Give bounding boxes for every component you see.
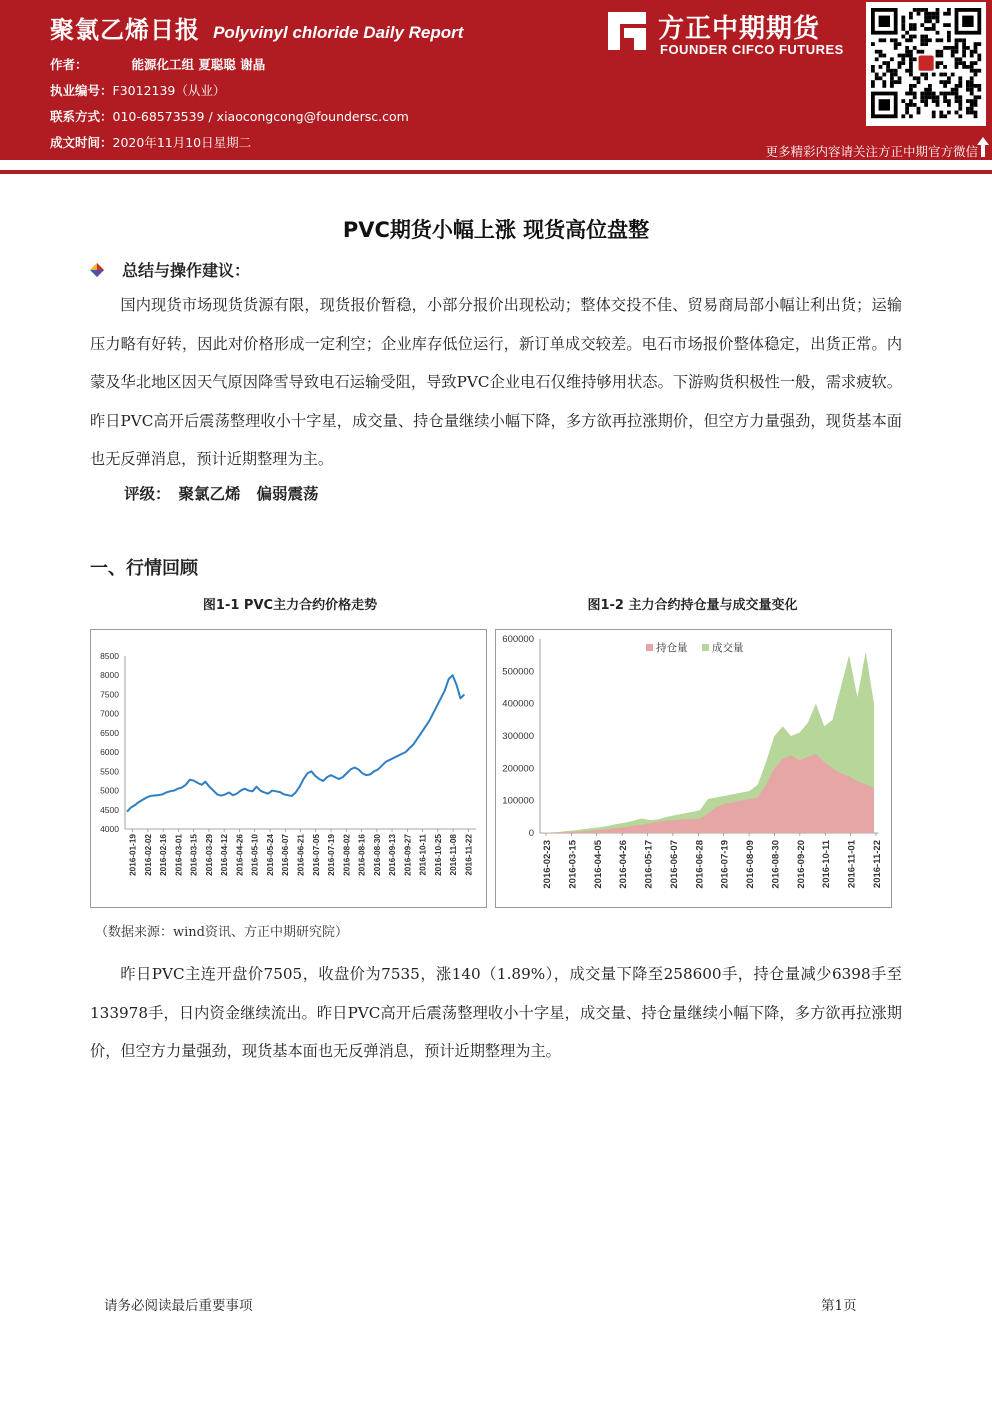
legend-swatch-volume [702,644,709,651]
x-tick-label: 2016-11-22 [464,834,474,876]
y-tick-label: 5500 [100,766,119,777]
x-tick-label: 2016-08-02 [342,834,352,876]
rating-value: 偏弱震荡 [256,485,319,503]
x-tick-label: 2016-07-19 [327,834,337,876]
y-tick-label: 100000 [502,795,534,807]
y-tick-label: 0 [528,828,534,839]
x-tick-label: 2016-09-13 [388,834,398,876]
y-tick-label: 500000 [502,666,534,678]
x-tick-label: 2016-08-30 [372,834,382,876]
legend-label-volume: 成交量 [712,642,744,654]
price-chart [90,629,487,908]
logo-text-en: FOUNDER CIFCO FUTURES [660,42,844,57]
footer-notice: 请务必阅读最后重要事项 [104,1298,253,1314]
y-tick-label: 8000 [100,670,119,681]
x-tick-label: 2016-11-08 [449,834,459,876]
x-tick-label: 2016-05-17 [643,840,655,889]
rating-product: 聚氯乙烯 [178,485,241,503]
legend-swatch-open-interest [646,644,653,651]
x-tick-label: 2016-05-10 [250,834,260,876]
y-tick-label: 7500 [100,689,119,700]
x-tick-label: 2016-02-16 [159,834,169,876]
y-tick-label: 6500 [100,727,119,738]
arrow-up-icon [976,136,990,158]
summary-heading-text: 总结与操作建议： [122,261,251,280]
x-tick-label: 2016-03-01 [174,834,184,876]
legend-label-open-interest: 持仓量 [656,642,688,654]
x-tick-label: 2016-10-11 [418,834,428,876]
x-tick-label: 2016-11-22 [872,840,883,889]
date-value: 2020年11月10日星期二 [112,135,252,150]
x-tick-label: 2016-03-29 [204,834,214,876]
license-label: 执业编号： [50,83,113,98]
x-tick-label: 2016-10-11 [821,840,833,889]
x-tick-label: 2016-04-12 [220,834,230,876]
x-tick-label: 2016-04-05 [592,840,604,889]
y-tick-label: 600000 [502,634,534,645]
figure-1-caption: 图1-1 PVC主力合约价格走势 [202,598,378,613]
brand-title [50,10,463,45]
report-title: PVC期货小幅上涨 现货高位盘整 [342,218,650,242]
report-header [0,0,992,160]
price-chart-svg [91,630,486,907]
y-tick-label: 300000 [502,731,534,742]
author-label: 作者： [50,57,88,72]
rating-line [124,482,319,504]
logo-mark-icon [606,10,648,52]
x-tick-label: 2016-05-24 [265,834,275,876]
x-tick-label: 2016-02-02 [143,834,153,876]
price-series-line [127,675,464,811]
x-tick-label: 2016-02-23 [542,840,553,889]
volume-chart-svg [496,630,891,907]
y-tick-label: 7000 [100,708,119,719]
contact-label: 联系方式： [50,109,113,124]
x-tick-label: 2016-01-19 [128,834,138,876]
section-title-market-review: 一、行情回顾 [90,558,198,579]
y-tick-label: 4000 [100,824,119,834]
x-tick-label: 2016-07-05 [311,834,321,876]
wechat-qr-code [866,2,986,126]
y-tick-label: 8500 [100,651,119,661]
x-tick-label: 2016-06-07 [281,834,291,876]
summary-paragraph: 国内现货市场现货货源有限，现货报价暂稳，小部分报价出现松动；整体交投不佳、贸易商局部小幅让利出货；运输压力略有好转，因此对价格形成一定利空；企业库存低位运行，新订单成交较差。电石市场报价整体稳定，出货正常。内蒙及华北地区因天气原因降雪导致电石运输受阻，导致PVC企业电石仅维持够用状态。下游购货积极性一般，需求疲软。昨日PVC高开后震荡整理收小十字星，成交量、持仓量继续小幅下降，多方欲再拉涨期价，但空方力量强劲，现货基本面也无反弹消息，预计近期整理为主。 [90,296,902,468]
x-tick-label: 2016-10-25 [433,834,443,876]
x-tick-label: 2016-07-19 [719,840,731,889]
data-source-note: （数据来源：wind资讯、方正中期研究院） [95,925,348,940]
x-tick-label: 2016-08-16 [357,834,367,876]
diamond-bullet-icon [90,263,104,277]
author-line [50,55,265,73]
date-label: 成文时间： [50,135,113,150]
date-line [50,133,251,151]
brand-title-cn: 聚氯乙烯日报 [50,16,200,44]
x-tick-label: 2016-03-15 [567,840,579,889]
page-number: 第1页 [821,1298,857,1314]
author-value: 能源化工组 夏聪聪 谢晶 [131,57,266,72]
y-tick-label: 5000 [100,785,119,796]
volume-chart [495,629,892,908]
follow-wechat-text: 更多精彩内容请关注方正中期官方微信 [765,144,978,159]
x-tick-label: 2016-09-27 [403,834,413,876]
contact-value: 010-68573539 / xiaocongcong@foundersc.com [112,109,409,124]
logo-text-cn: 方正中期期货 [658,14,821,44]
brand-title-en: Polyvinyl chloride Daily Report [213,23,464,42]
contact-line [50,107,409,125]
x-tick-label: 2016-06-21 [296,834,306,876]
y-tick-label: 400000 [502,698,534,710]
summary-heading [90,258,250,281]
x-tick-label: 2016-04-26 [235,834,245,876]
market-review-paragraph: 昨日PVC主连开盘价7505，收盘价为7535，涨140（1.89%），成交量下降至258600手，持仓量减少6398手至133978手，日内资金继续流出。昨日PVC高开后震荡整理收小十字星，成交量、持仓量继续小幅下降，多方欲再拉涨期价，但空方力量强劲，现货基本面也无反弹消息，预计近期整理为主。 [90,965,902,1060]
y-tick-label: 4500 [100,804,119,815]
open-interest-area [542,754,874,833]
figure-2-caption: 图1-2 主力合约持仓量与成交量变化 [587,598,798,613]
x-tick-label: 2016-03-15 [189,834,199,876]
x-tick-label: 2016-04-26 [618,840,630,889]
x-tick-label: 2016-06-07 [668,840,680,889]
company-logo [606,6,856,58]
x-tick-label: 2016-08-30 [770,840,782,889]
y-tick-label: 200000 [502,763,534,775]
header-divider [0,170,992,174]
x-tick-label: 2016-08-09 [745,840,757,889]
rating-label: 评级： [124,485,171,503]
qr-code-icon [866,2,986,126]
license-line [50,81,225,99]
license-value: F3012139（从业） [112,83,226,98]
x-tick-label: 2016-06-28 [694,840,706,889]
x-tick-label: 2016-09-20 [795,840,807,889]
x-tick-label: 2016-11-01 [846,840,858,889]
y-tick-label: 6000 [100,747,119,758]
